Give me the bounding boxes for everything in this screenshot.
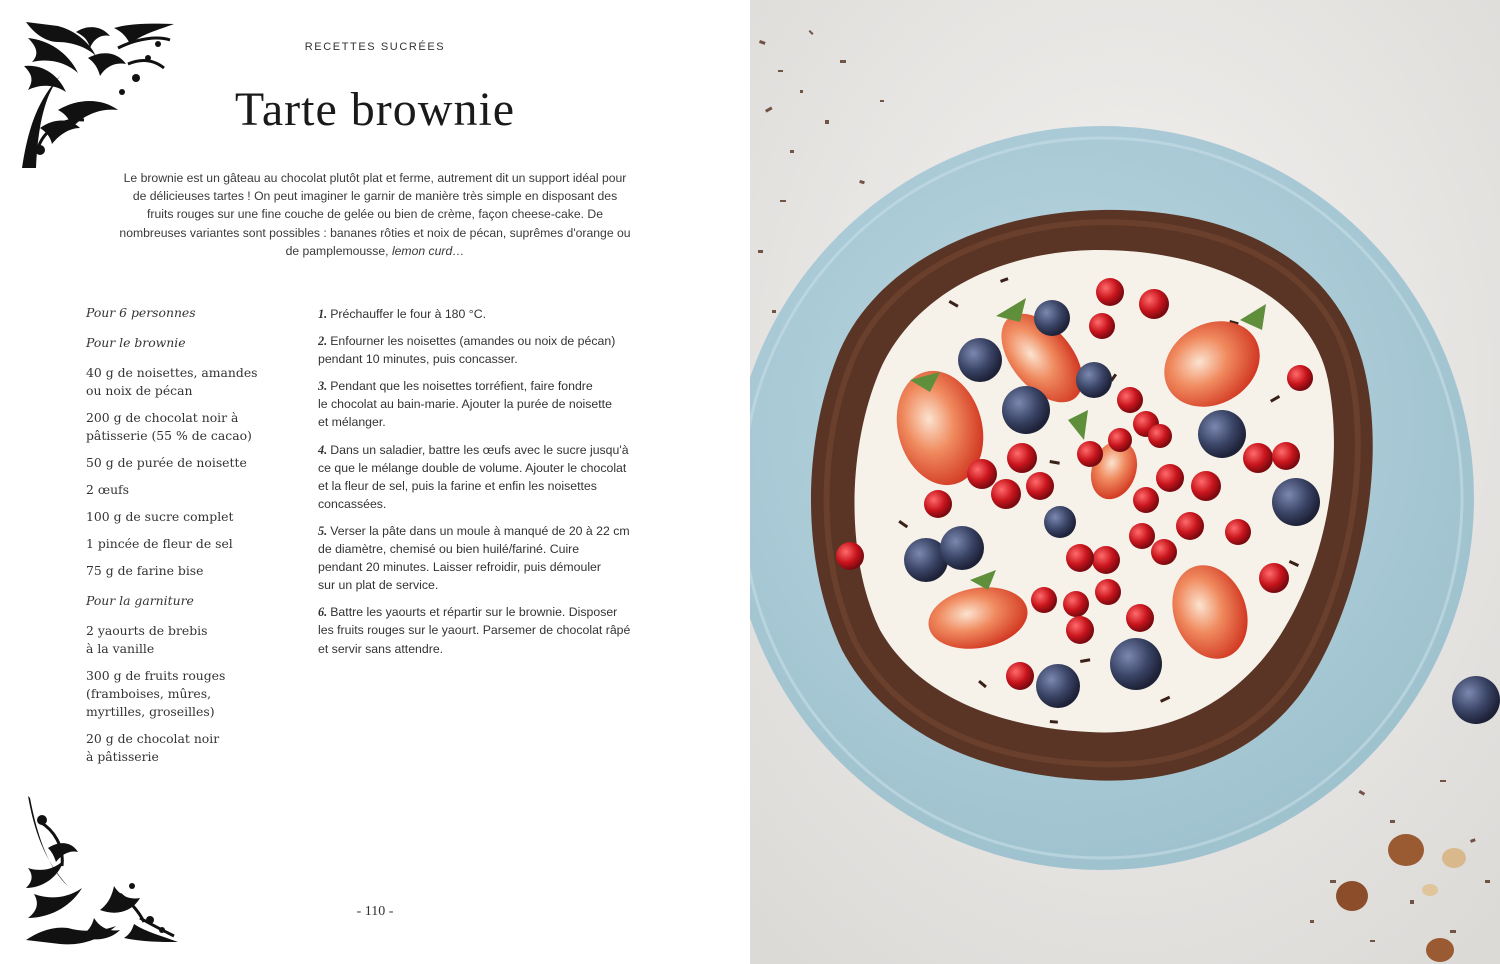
steps-column	[318, 305, 663, 667]
brownie-heading: Pour le brownie	[86, 335, 186, 350]
step-item	[318, 377, 663, 431]
ingredient-item: 1 pincée de fleur de sel	[86, 536, 233, 551]
recipe-title: Tarte brownie	[234, 83, 516, 136]
ingredient-item: 40 g de noisettes, amandes ou noix de pécan	[86, 365, 258, 398]
step-number: 4.	[318, 442, 328, 457]
ingredients-column	[86, 304, 286, 775]
step-number: 5.	[318, 523, 328, 538]
floral-corner-ornament-bottom	[20, 790, 180, 950]
step-number: 3.	[318, 379, 328, 394]
ingredient-item: 20 g de chocolat noir à pâtisserie	[86, 731, 220, 764]
tarte-brownie-photo	[750, 0, 1500, 964]
step-text: Verser la pâte dans un moule à manqué de 20 à 22 cm de diamètre, chemisé ou bien huilé/fariné. Cuire pendant 20 minutes. Laisser refroidir, puis démouler sur un plat de service.	[318, 523, 630, 593]
right-page	[750, 0, 1500, 964]
servings-heading: Pour 6 personnes	[86, 305, 196, 320]
intro-text: Le brownie est un gâteau au chocolat plutôt plat et ferme, autrement dit un support idéal pour de délicieuses tartes ! On peut imaginer le garnir de manière très simple en disposant des fruits rouges sur une fine couche de gelée ou bien de crème, façon cheese-cake. De nombreuses variantes sont possibles : bananes rôties et noix de pécan, suprêmes d'orange ou de pamplemousse,	[119, 171, 631, 258]
step-text: Préchauffer le four à 180 °C.	[330, 307, 486, 321]
garnish-heading: Pour la garniture	[86, 593, 194, 608]
step-item	[318, 332, 663, 368]
step-text: Dans un saladier, battre les œufs avec le sucre jusqu'à ce que le mélange double de volume. Ajouter le chocolat et la fleur de sel, puis la farine et enfin les noisettes concassées.	[318, 442, 629, 511]
intro-paragraph	[118, 169, 632, 260]
section-label: RECETTES SUCRÉES	[304, 41, 446, 53]
step-item	[318, 305, 663, 323]
step-item	[318, 603, 663, 657]
step-number: 1.	[318, 307, 328, 321]
step-item	[318, 441, 663, 513]
ingredient-item: 50 g de purée de noisette	[86, 455, 247, 470]
step-text: Enfourner les noisettes (amandes ou noix de pécan) pendant 10 minutes, puis concasser.	[318, 334, 616, 367]
step-item	[318, 522, 663, 594]
blueberry	[1452, 676, 1500, 724]
ingredient-item: 2 yaourts de brebis à la vanille	[86, 623, 208, 656]
ingredient-item: 100 g de sucre complet	[86, 509, 234, 524]
ingredient-item: 75 g de farine bise	[86, 563, 204, 578]
page-number: - 110 -	[356, 904, 394, 919]
step-number: 2.	[318, 334, 328, 349]
step-number: 6.	[318, 605, 328, 620]
step-text: Battre les yaourts et répartir sur le brownie. Disposer les fruits rouges sur le yaourt. Parsemer de chocolat râpé et servir sans attendre.	[318, 605, 631, 656]
ingredient-item: 300 g de fruits rouges (framboises, mûres, myrtilles, groseilles)	[86, 668, 226, 719]
ingredient-item: 200 g de chocolat noir à pâtisserie (55 % de cacao)	[86, 410, 252, 443]
ingredient-item: 2 œufs	[86, 482, 129, 497]
step-text: Pendant que les noisettes torréfient, faire fondre le chocolat au bain-marie. Ajouter la purée de noisette et mélanger.	[318, 379, 612, 430]
intro-italic-tail: lemon curd…	[391, 243, 465, 258]
